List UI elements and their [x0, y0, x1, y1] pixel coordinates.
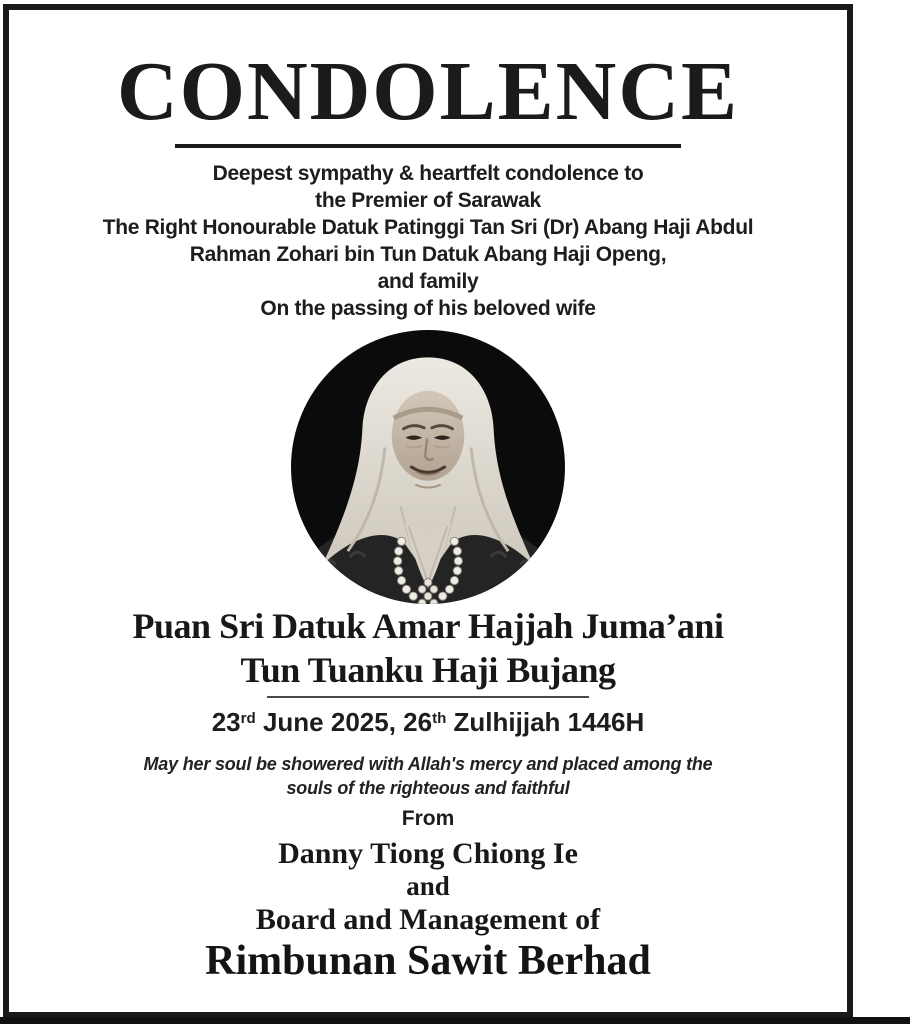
company-name: Rimbunan Sawit Berhad [205, 938, 651, 984]
date-end: Zulhijjah 1446H [446, 707, 645, 737]
intro-line: Rahman Zohari bin Tun Datuk Abang Haji Openg, [189, 243, 667, 266]
page-frame [3, 4, 853, 1018]
prayer-text [9, 752, 847, 800]
name-underline [267, 696, 589, 698]
intro-line: and family [377, 270, 479, 293]
date-line [9, 706, 847, 738]
intro-line: Deepest sympathy & heartfelt condolence to [212, 162, 644, 185]
intro-line: The Right Honourable Datuk Patinggi Tan Sri (Dr) Abang Haji Abdul [102, 216, 754, 239]
intro-line: the Premier of Sarawak [315, 189, 541, 212]
date-day: 23 [211, 707, 241, 737]
sender-name: Danny Tiong Chiong Ie [278, 837, 578, 870]
title-underline [175, 144, 681, 148]
prayer-line1: May her soul be showered with Allah's mercy and placed among the [143, 754, 713, 774]
deceased-name-line1: Puan Sri Datuk Amar Hajjah Juma’ani [132, 606, 724, 646]
intro-text [9, 160, 847, 322]
bottom-edge-strip [0, 1017, 910, 1024]
sender-group: Board and Management of [255, 903, 601, 936]
intro-line: On the passing of his beloved wife [260, 297, 596, 320]
page-title: CONDOLENCE [116, 45, 740, 138]
date-mid-suffix: th [432, 709, 447, 727]
date-day-suffix: rd [240, 709, 256, 727]
date-middle: June 2025, 26 [255, 707, 433, 737]
from-label: From [401, 807, 455, 830]
deceased-name [9, 604, 847, 692]
prayer-line2: souls of the righteous and faithful [286, 778, 570, 798]
deceased-name-line2: Tun Tuanku Haji Bujang [240, 650, 616, 690]
portrait-photo [291, 330, 565, 604]
conjunction-text: and [406, 871, 450, 901]
